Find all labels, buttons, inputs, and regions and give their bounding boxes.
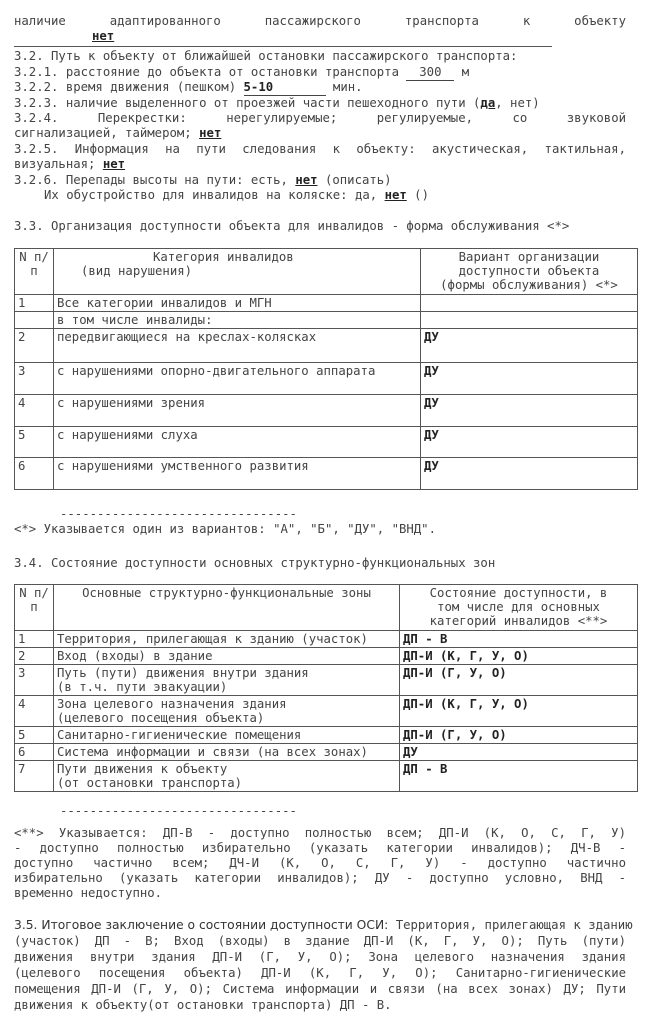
s32-info: 3.2.5. Информация на пути следования к объекту: акустическая, тактильная, [14,142,626,156]
table-row: 2 передвигающиеся на креслах-колясках ДУ [15,329,638,363]
s33-h-variant: Вариант организации доступности объекта (формы обслуживания) <*> [421,249,638,295]
s35-line-4: (целевого посещения объекта) ДП-И (К, Г, У, О); Санитарно-гигиенические [14,966,626,980]
top-transport-value: нет [92,29,115,43]
s35-line-5: помещения ДП-И (Г, У, О); Система информации и связи (на всех зонах) ДУ; Пути [14,982,626,996]
s35-heading: 3.5. Итоговое заключение о состоянии доступности ОСИ: [14,918,389,932]
table-row: 4 Зона целевого назначения здания (целевого посещения объекта) ДП-И (К, Г, У, О) [15,696,638,727]
s32-distance: 3.2.1. расстояние до объекта от остановки транспорта 300 м [14,65,470,79]
s34-note-1: <**> Указывается: ДП-В - доступно полностью всем; ДП-И (К, О, С, Г, У) [14,826,626,840]
s34-note-5: временно недоступно. [14,886,163,900]
s33-dashes: -------------------------------- [60,507,297,521]
s32-walk-time: 3.2.2. время движения (пешком) 5-10 мин. [14,80,363,94]
table-row: 3 Путь (пути) движения внутри здания (в т.ч. пути эвакуации) ДП-И (Г, У, О) [15,665,638,696]
table-row: 7 Пути движения к объекту (от остановки транспорта) ДП - В [15,761,638,792]
s32-wheelchair: Их обустройство для инвалидов на коляске: да, нет () [44,188,429,202]
table-row: 1 Все категории инвалидов и МГН [15,295,638,312]
s34-dashes: -------------------------------- [60,804,297,818]
s35-line-6: движения к объекту(от остановки транспорта) ДП - В. [14,998,392,1012]
s35-line-1: 3.5. Итоговое заключение о состоянии доступности ОСИ: Территория, прилегающая к зданию [14,918,633,932]
s33-footnote: <*> Указывается один из вариантов: "А", "Б", "ДУ", "ВНД". [14,522,436,536]
top-underline [14,46,552,47]
s32-footpath: 3.2.3. наличие выделенного от проезжей части пешеходного пути (да, нет) [14,96,540,110]
s32-height-diff: 3.2.6. Перепады высоты на пути: есть, нет (описать) [14,173,392,187]
table-row: 6 с нарушениями умственного развития ДУ [15,458,638,490]
s32-info-visual: визуальная; нет [14,157,126,171]
s34-note-4: избирательно (указать категории инвалидов); ДУ - доступно условно, ВНД - [14,871,626,885]
s34-note-2: - доступно полностью избирательно (указать категории инвалидов); ДЧ-В - [14,841,626,855]
table-row: 2 Вход (входы) в здание ДП-И (К, Г, У, О) [15,648,638,665]
s33-h-num: N п/п [15,249,54,295]
s35-line-2: (участок) ДП - В; Вход (входы) в здание ДП-И (К, Г, У, О); Путь (пути) [14,934,626,948]
s34-heading: 3.4. Состояние доступности основных структурно-функциональных зон [14,556,496,570]
s33-table [14,248,638,490]
s32-heading: 3.2. Путь к объекту от ближайшей остановки пассажирского транспорта: [14,49,518,63]
table-row: 4 с нарушениями зрения ДУ [15,395,638,427]
s32-crossings-signal: сигнализацией, таймером; нет [14,126,222,140]
s33-heading: 3.3. Организация доступности объекта для инвалидов - форма обслуживания <*> [14,219,570,233]
table-row: 5 Санитарно-гигиенические помещения ДП-И (Г, У, О) [15,727,638,744]
s32-crossings: 3.2.4. Перекрестки: нерегулируемые; регулируемые, со звуковой [14,111,626,125]
table-row: 1 Территория, прилегающая к зданию (участок) ДП - В [15,631,638,648]
s34-header-row [15,585,638,631]
s35-line-3: движения внутри здания ДП-И (Г, У, О); Зона целевого назначения здания [14,950,626,964]
table-row: 6 Система информации и связи (на всех зонах) ДУ [15,744,638,761]
s34-note-3: доступно частично всем; ДЧ-И (К, О, С, Г, У) - доступно частично [14,856,626,870]
top-line-1: наличие адаптированного пассажирского транспорта к объекту [14,14,626,28]
s34-h-zone: Основные структурно-функциональные зоны [54,585,400,631]
table-row: в том числе инвалиды: [15,312,638,329]
s34-h-num: N п/п [15,585,54,631]
table-row: 3 с нарушениями опорно-двигательного аппарата ДУ [15,363,638,395]
table-row: 5 с нарушениями слуха ДУ [15,427,638,458]
s33-header-row [15,249,638,295]
s34-table [14,584,638,792]
s34-h-state: Состояние доступности, в том числе для основных категорий инвалидов <**> [400,585,638,631]
s33-h-category: Категория инвалидов (вид нарушения) [54,249,421,295]
